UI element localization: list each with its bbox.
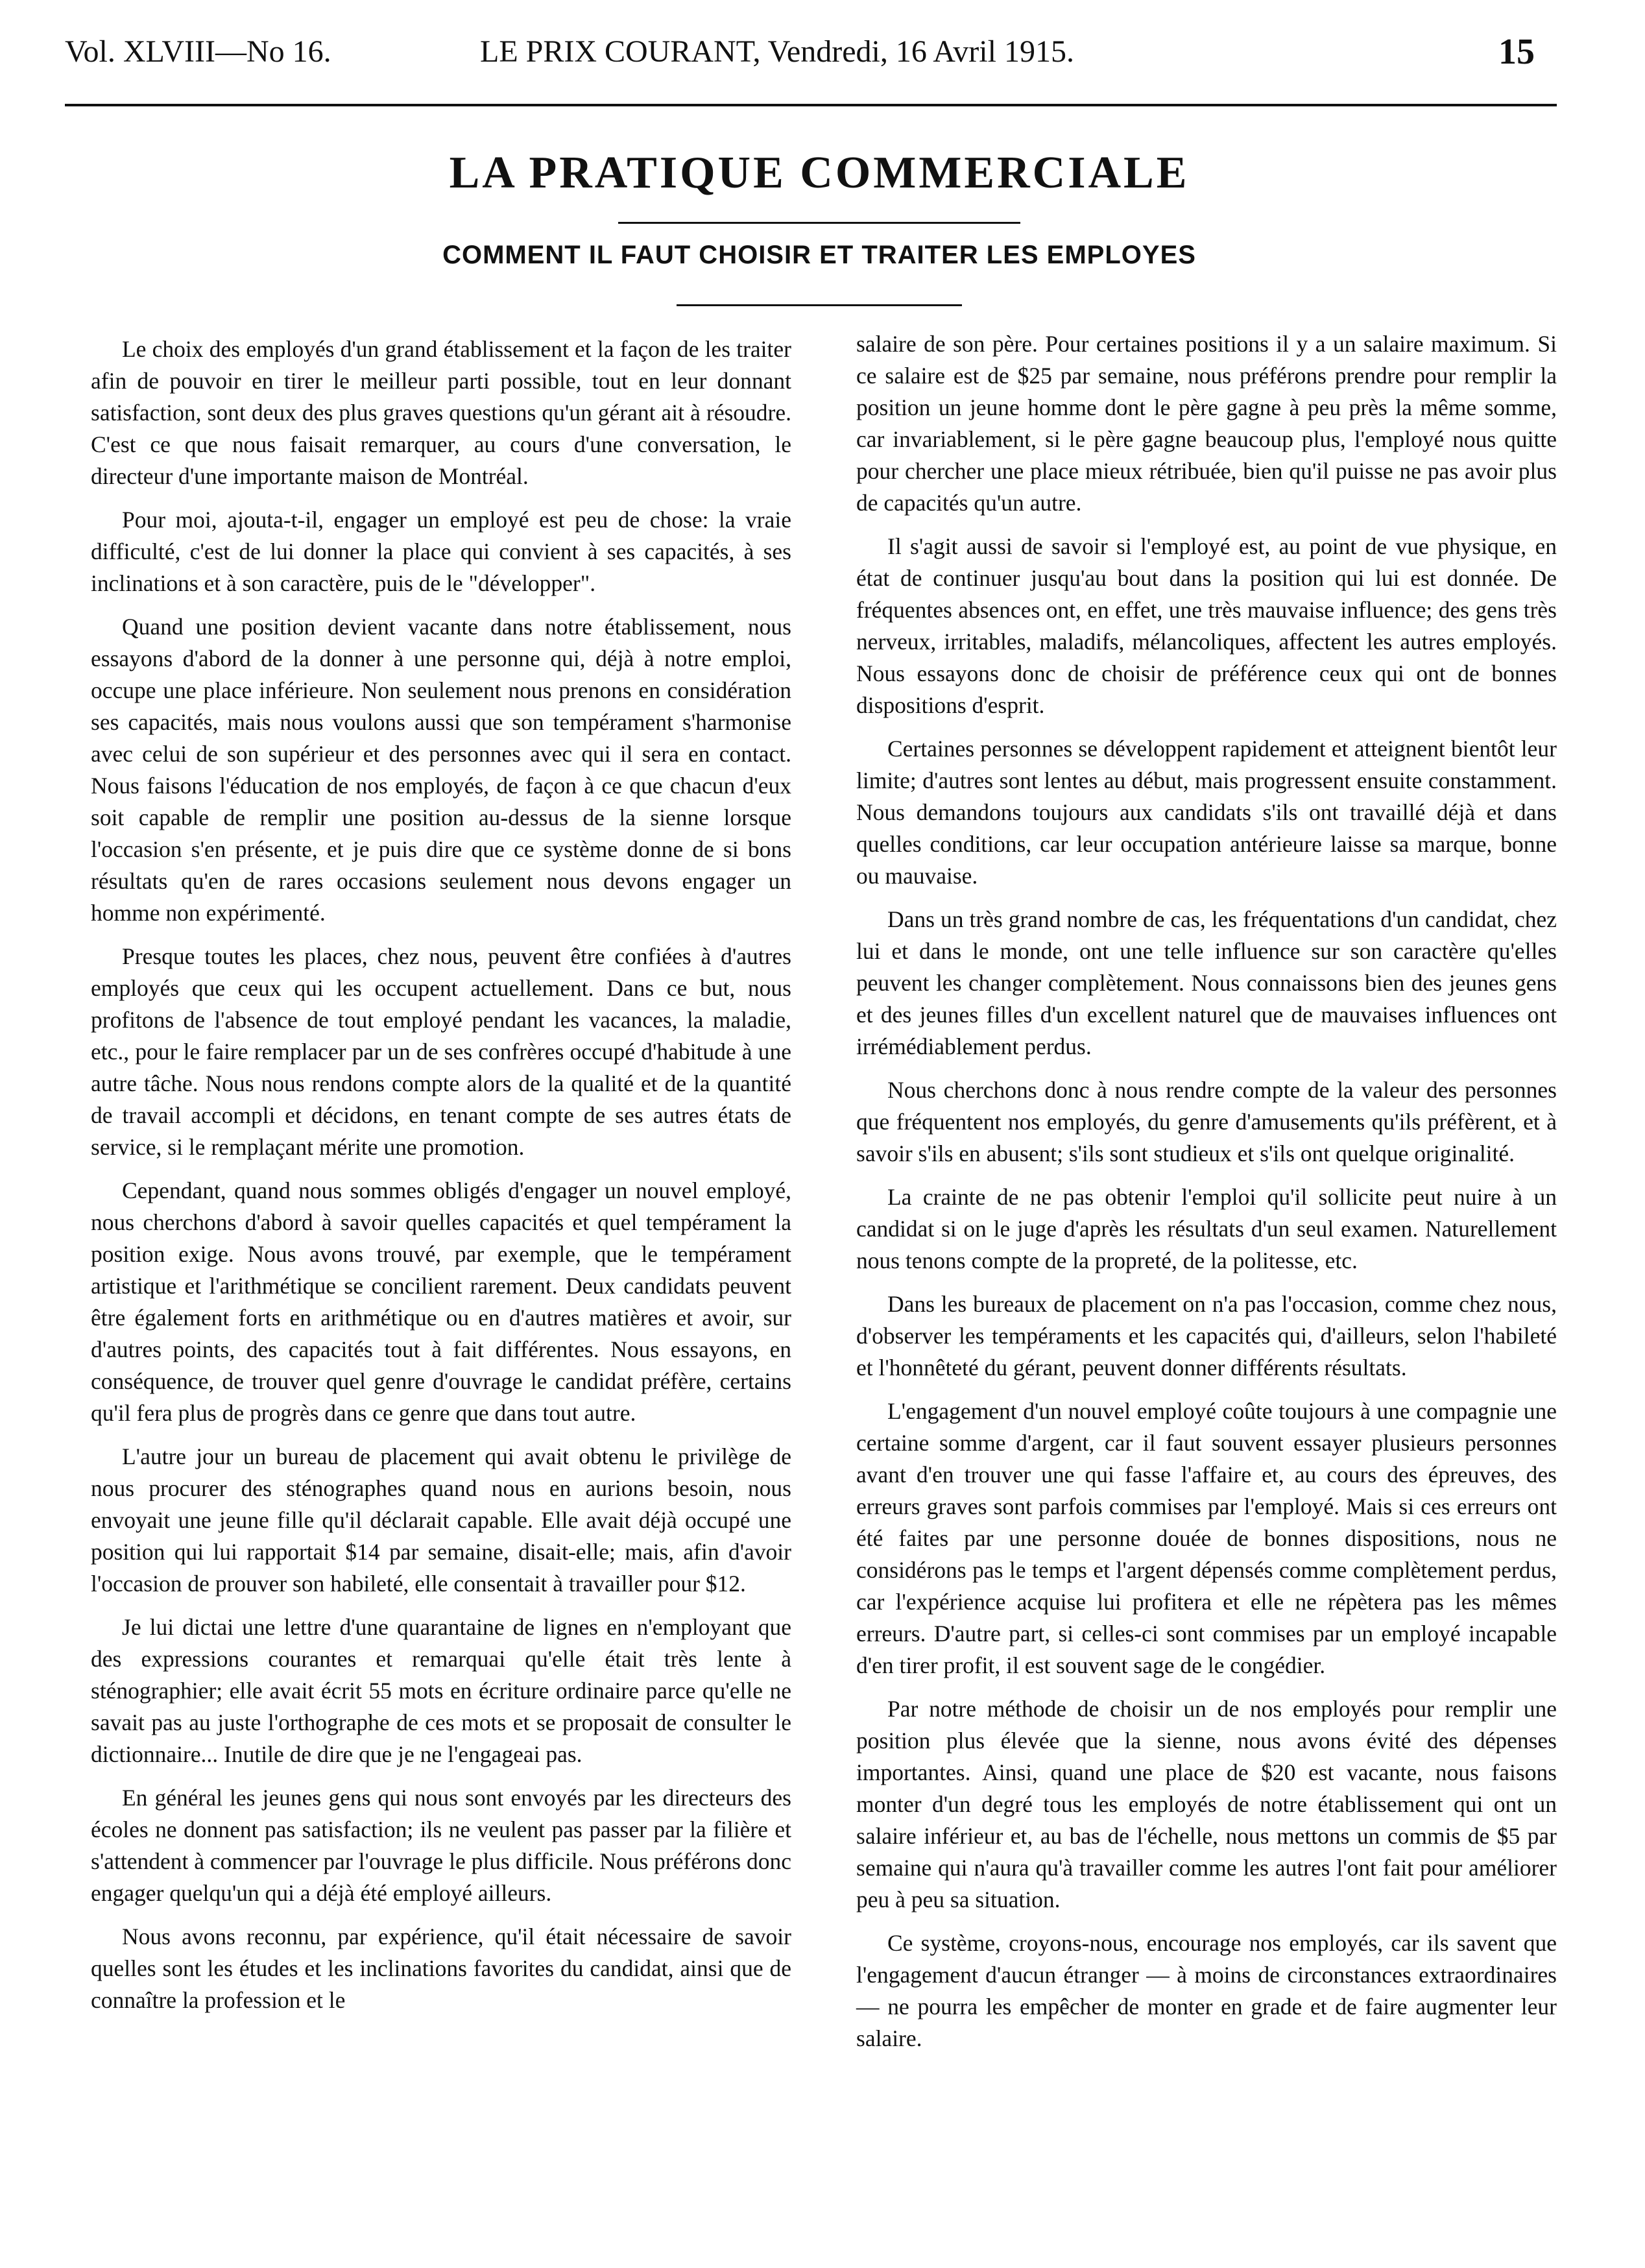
- article-title-rule: [677, 304, 962, 306]
- section-title: LA PRATIQUE COMMERCIALE: [449, 148, 1190, 198]
- left-column: [91, 333, 791, 2028]
- paragraph: L'autre jour un bureau de placement qui avait obtenu le privilège de nous procurer des sténographes quand nous en aurions besoin, nous envoyait une jeune fille qu'il déclarait capable. Elle avait déjà occupé une position qui lui rapportait $14 par semaine, disait-elle; mais, afin d'avoir l'occasion de prouver son habileté, elle consentait à travailler pour $12.: [91, 1443, 791, 1597]
- paragraph: Ce système, croyons-nous, encourage nos employés, car ils savent que l'engagement d'aucun étranger — à moins de circonstances extraordinaires — ne pourra les empêcher de monter en grade et de faire augmenter leur salaire.: [856, 1930, 1557, 2051]
- journal-title-date: LE PRIX COURANT, Vendredi, 16 Avril 1915.: [480, 34, 1074, 69]
- page-number: 15: [1498, 32, 1535, 72]
- paragraph: Certaines personnes se développent rapidement et atteignent bientôt leur limite; d'autres sont lentes au début, mais progressent ensuite constamment. Nous demandons toujours aux candidats s'ils ont travaillé déjà et dans quelles conditions, car leur occupation antérieure laisse sa marque, bonne ou mauvaise.: [856, 736, 1557, 889]
- paragraph: Pour moi, ajouta-t-il, engager un employé est peu de chose: la vraie difficulté, c'est de lui donner la place qui convient à ses capacités, à ses inclinations et à son caractère, puis de le "développer".: [91, 507, 791, 596]
- volume-number: Vol. XLVIII—No 16.: [65, 34, 331, 69]
- header-rule: [65, 104, 1557, 106]
- paragraph: La crainte de ne pas obtenir l'emploi qu'il sollicite peut nuire à un candidat si on le juge d'après les résultats d'un seul examen. Naturellement nous tenons compte de la propreté, de la politesse, etc.: [856, 1184, 1557, 1273]
- article-title: COMMENT IL FAUT CHOISIR ET TRAITER LES EMPLOYES: [442, 241, 1196, 269]
- paragraph: Nous avons reconnu, par expérience, qu'il était nécessaire de savoir quelles sont les études et les inclinations favorites du candidat, ainsi que de connaître la profession et le: [91, 1924, 791, 2013]
- paragraph: L'engagement d'un nouvel employé coûte toujours à une compagnie une certaine somme d'argent, car il faut souvent essayer plusieurs personnes avant d'en trouver une qui fasse l'affaire et, au cours des épreuves, des erreurs graves sont parfois commises par l'employé. Mais si ces erreurs ont été faites par une personne douée de bonnes dispositions, nous ne considérons pas le temps et l'argent dépensés comme complètement perdus, car l'expérience acquise lui profitera et elle ne répètera pas les mêmes erreurs. D'autre part, si celles-ci sont commises par un employé incapable d'en tirer profit, il est souvent sage de le congédier.: [856, 1398, 1557, 1678]
- article-body: [65, 333, 1574, 2267]
- paragraph: Nous cherchons donc à nous rendre compte de la valeur des personnes que fréquentent nos employés, du genre d'amusements qu'ils préfèrent, et à savoir s'ils en abusent; s'ils sont studieux et s'ils ont quelque originalité.: [856, 1077, 1557, 1166]
- paragraph: Dans un très grand nombre de cas, les fréquentations d'un candidat, chez lui et dans le monde, ont une telle influence sur son caractère qu'elles peuvent les changer complètement. Nous connaissons bien des jeunes gens et des jeunes filles d'un excellent naturel que de mauvaises influences ont irrémédiablement perdus.: [856, 906, 1557, 1059]
- right-column: [856, 328, 1557, 2066]
- paragraph-continuation: salaire de son père. Pour certaines positions il y a un salaire maximum. Si ce salaire est de $25 par semaine, nous préférons prendre pour remplir la position un jeune homme dont le père gagne à peu près la même somme, car invariablement, si le père gagne beaucoup plus, l'employé nous quitte pour chercher une place mieux rétribuée, bien qu'il puisse ne pas avoir plus de capacités qu'un autre.: [856, 331, 1557, 516]
- paragraph: Quand une position devient vacante dans notre établissement, nous essayons d'abord de la donner à une personne qui, déjà à notre emploi, occupe une place inférieure. Non seulement nous prenons en considération ses capacités, mais nous voulons aussi que son tempérament s'harmonise avec celui de son supérieur et des personnes avec qui il sera en contact. Nous faisons l'éducation de nos employés, de façon à ce que chacun d'eux soit capable de remplir une position au-dessus de la sienne lorsque l'occasion s'en présente, et je puis dire que ce système donne de si bons résultats qu'en de rares occasions seulement nous devons engager un homme non expérimenté.: [91, 614, 791, 926]
- paragraph: Le choix des employés d'un grand établissement et la façon de les traiter afin de pouvoir en tirer le meilleur parti possible, tout en leur donnant satisfaction, sont deux des plus graves questions qu'un gérant ait à résoudre. C'est ce que nous faisait remarquer, au cours d'une conversation, le directeur d'une importante maison de Montréal.: [91, 336, 791, 489]
- paragraph: Presque toutes les places, chez nous, peuvent être confiées à d'autres employés que ceux qui les occupent actuellement. Dans ce but, nous profitons de l'absence de tout employé pendant les vacances, la maladie, etc., pour le faire remplacer par un de ses confrères occupé d'habitude à une autre tâche. Nous nous rendons compte alors de la qualité et de la quantité de travail accompli et décidons, en tenant compte de ses autres états de service, si le remplaçant mérite une promotion.: [91, 943, 791, 1160]
- paragraph: Je lui dictai une lettre d'une quarantaine de lignes en n'employant que des expressions courantes et remarquai qu'elle était très lente à sténographier; elle avait écrit 55 mots en écriture ordinaire parce qu'elle ne savait pas au juste l'orthographe de ces mots et se proposait de consulter le dictionnaire... Inutile de dire que je ne l'engageai pas.: [91, 1614, 791, 1767]
- section-title-rule: [618, 222, 1020, 224]
- paragraph: Il s'agit aussi de savoir si l'employé est, au point de vue physique, en état de continuer jusqu'au bout dans la position qui lui est donnée. De fréquentes absences ont, en effet, une très mauvaise influence; des gens très nerveux, irritables, maladifs, mélancoliques, affectent les autres employés. Nous essayons donc de choisir de préférence ceux qui ont de bonnes dispositions d'esprit.: [856, 533, 1557, 718]
- paragraph: Par notre méthode de choisir un de nos employés pour remplir une position plus élevée que la sienne, nous avons évité des dépenses importantes. Ainsi, quand une place de $20 est vacante, nous faisons monter d'un degré tous les employés de notre établissement qui ont un salaire inférieur et, au bas de l'échelle, nous mettons un commis de $5 par semaine qui n'aura qu'à travailler comme les autres l'ont fait pour améliorer peu à peu sa situation.: [856, 1696, 1557, 1912]
- paragraph: En général les jeunes gens qui nous sont envoyés par les directeurs des écoles ne donnent pas satisfaction; ils ne veulent pas passer par la filière et s'attendent à commencer par l'ouvrage le plus difficile. Nous préférons donc engager quelqu'un qui a déjà été employé ailleurs.: [91, 1785, 791, 1906]
- paragraph: Cependant, quand nous sommes obligés d'engager un nouvel employé, nous cherchons d'abord à savoir quelles capacités et quel tempérament la position exige. Nous avons trouvé, par exemple, que le tempérament artistique et l'arithmétique se concilient rarement. Deux candidats peuvent être également forts en arithmétique ou en d'autres matières et avoir, sur d'autres points, des capacités tout à fait différentes. Nous essayons, en conséquence, de trouver quel genre d'ouvrage le candidat préfère, certains qu'il fera plus de progrès dans ce genre que dans tout autre.: [91, 1177, 791, 1426]
- running-header: [65, 26, 1574, 78]
- paragraph: Dans les bureaux de placement on n'a pas l'occasion, comme chez nous, d'observer les tempéraments et les capacités qui, d'ailleurs, selon l'habileté et l'honnêteté du gérant, peuvent donner différents résultats.: [856, 1291, 1557, 1381]
